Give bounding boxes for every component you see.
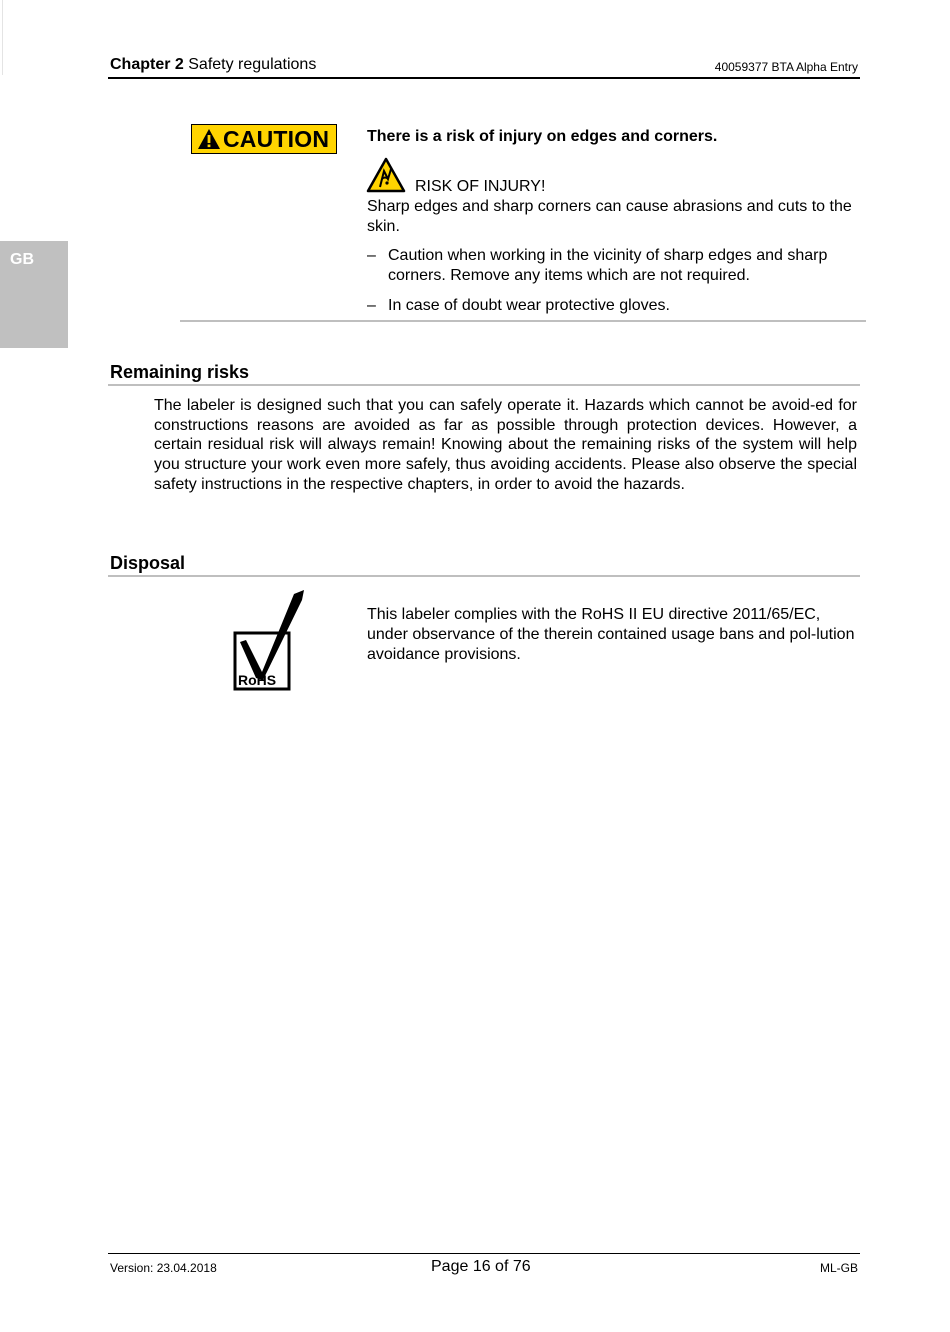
disposal-paragraph: This labeler complies with the RoHS II EU directive 2011/65/EC, under observance of the therein contained usage bans and pol-lution avoidance provisions. — [367, 606, 855, 663]
footer-code: ML-GB — [819, 1261, 858, 1275]
warning-title: There is a risk of injury on edges and corners. — [367, 128, 718, 145]
footer-version: Version: 23.04.2018 — [110, 1261, 217, 1275]
list-item-text: Caution when working in the vicinity of sharp edges and sharp corners. Remove any items which are not required. — [388, 247, 828, 284]
risk-label: RISK OF INJURY! — [415, 178, 546, 195]
sharp-edges-warning-icon — [366, 157, 406, 193]
warning-description: Sharp edges and sharp corners can cause abrasions and cuts to the skin. — [367, 198, 852, 235]
chapter-label: Chapter 2 — [110, 56, 184, 73]
page-edge-line — [2, 0, 3, 75]
list-dash: – — [367, 247, 376, 264]
footer-divider — [108, 1253, 860, 1254]
rohs-compliance-logo — [232, 590, 308, 694]
chapter-title: Safety regulations — [188, 56, 317, 73]
list-dash: – — [367, 297, 376, 314]
remaining-risks-divider — [108, 384, 860, 386]
remaining-risks-paragraph: The labeler is designed such that you can safely operate it. Hazards which cannot be avoid-ed for constructions reasons are avoided as far as possible through protection devices. However, a certain residual risk will always remain! Knowing about the remaining risks of the system will help you structure your work even more safely, thus avoiding accidents. Please also observe the special safety instructions in the respective chapters, in order to avoid the hazards. — [154, 397, 857, 493]
caution-divider — [180, 320, 866, 322]
chapter-header — [110, 56, 316, 74]
caution-badge — [191, 124, 337, 154]
disposal-divider — [108, 575, 860, 577]
remaining-risks-heading: Remaining risks — [110, 362, 250, 382]
rohs-logo-text: RoHS — [238, 672, 277, 688]
list-item-text: In case of doubt wear protective gloves. — [388, 297, 670, 314]
footer-page-number: Page 16 of 76 — [431, 1258, 531, 1275]
language-tab — [0, 241, 68, 348]
warning-triangle-icon — [197, 128, 221, 150]
document-id: 40059377 BTA Alpha Entry — [714, 60, 858, 74]
caution-word: CAUTION — [223, 125, 330, 152]
language-tab-label: GB — [10, 251, 34, 268]
header-divider — [108, 77, 860, 79]
disposal-heading: Disposal — [110, 553, 186, 573]
